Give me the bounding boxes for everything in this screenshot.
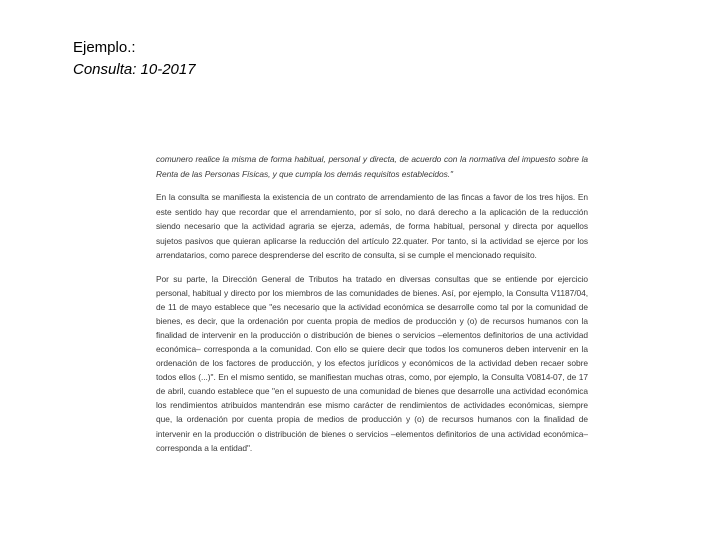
excerpt-paragraph-3: Por su parte, la Dirección General de Tributos ha tratado en diversas consultas que se entiende por ejercicio personal, habitual y directo por los miembros de las comunidades de bienes. Así, por ejemplo, la Consulta V1187/04, de 11 de mayo establece que "es necesario que la actividad económica se desarrolle como tal por la comunidad de bienes, es decir, que la ordenación por cuenta propia de medios de producción y (o) de recursos humanos con la finalidad de intervenir en la producción o distribución de bienes o servicios –elementos definitorios de una actividad económica– corresponda a la comunidad. Con ello se quiere decir que todos los comuneros deben intervenir en la ordenación de los factores de producción, y los efectos jurídicos y económicos de la actividad deben recaer sobre todos ellos (...)". En el mismo sentido, se manifiestan muchas otras, como, por ejemplo, la Consulta V0814-07, de 17 de abril, cuando establece que "en el supuesto de una comunidad de bienes que desarrolle una actividad económica los rendimientos atribuidos mantendrán ese mismo carácter de rendimientos de actividades económicas, siempre que, la ordenación por cuenta propia de medios de producción y (o) de recursos humanos con la finalidad de intervenir en la producción o distribución de bienes o servicios –elementos definitorios de una actividad económica– corresponda a la entidad". bbox=[156, 273, 588, 453]
excerpt-paragraph-2: En la consulta se manifiesta la existencia de un contrato de arrendamiento de las fincas a favor de los tres hijos. En este sentido hay que recordar que el arrendamiento, por sí solo, no dará derecho a la aplicación de la reducción siendo necesario que la actividad agraria se ejerza, además, de forma habitual, personal y directa por aquellos sujetos pasivos que quieran aplicarse la reducción del artículo 22.quater. Por tanto, si la actividad se ejerce por los arrendatarios, como parece desprenderse del escrito de consulta, si se cumple el mencionado requisito. bbox=[156, 192, 588, 260]
slide-subtitle: Consulta: 10-2017 bbox=[73, 61, 196, 78]
slide-heading bbox=[73, 37, 196, 81]
scanned-document-excerpt bbox=[156, 152, 588, 482]
slide-title: Ejemplo.: bbox=[73, 39, 136, 56]
excerpt-paragraph-1: comunero realice la misma de forma habitual, personal y directa, de acuerdo con la normativa del impuesto sobre la Renta de las Personas Físicas, y que cumpla los demás requisitos establecidos." bbox=[156, 154, 588, 179]
